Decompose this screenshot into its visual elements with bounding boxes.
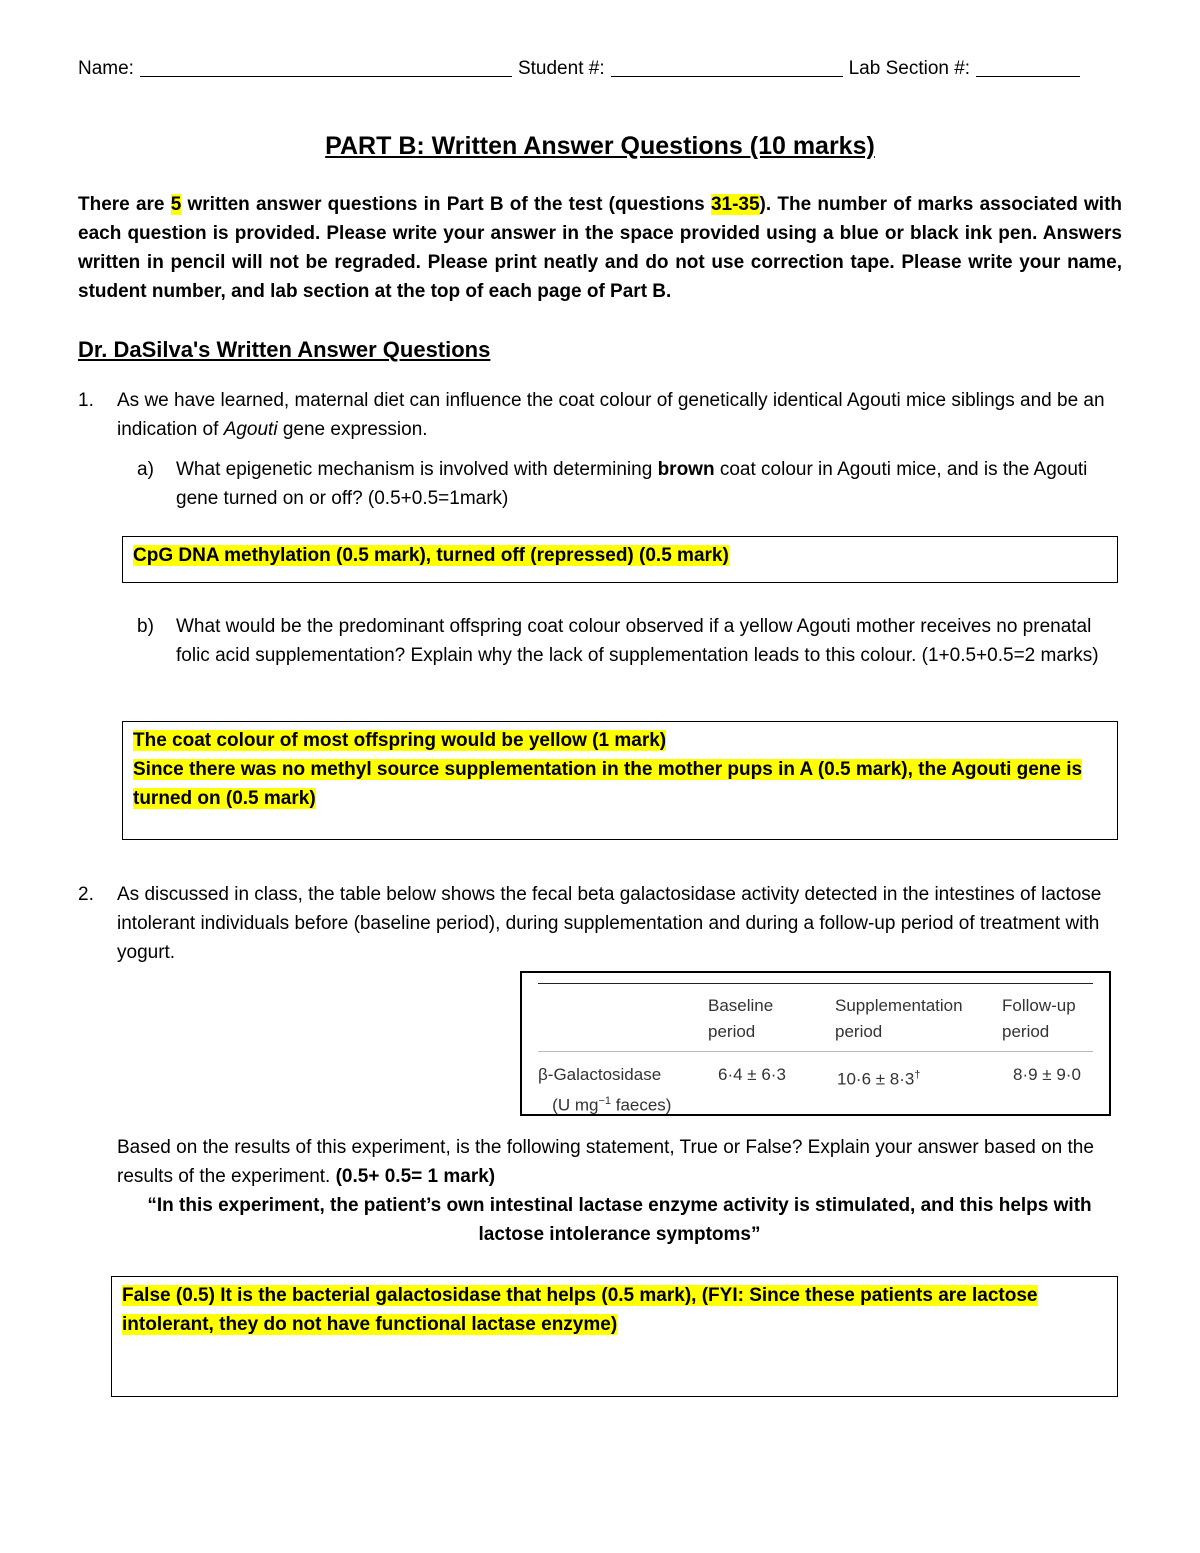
column-header: Follow-up period (1002, 996, 1076, 1041)
subquestion-letter: a) (137, 459, 154, 480)
table-cell: 8·9 ± 9·0 (1013, 1065, 1081, 1084)
header-fields (78, 58, 1118, 80)
question-text: As we have learned, maternal diet can influence the coat colour of genetically identical Agouti mice siblings and be an indication of Agouti gene expression. (117, 390, 1105, 440)
subquestion-letter: b) (137, 616, 154, 637)
subquestion-text: What would be the predominant offspring coat colour observed if a yellow Agouti mother receives no prenatal folic acid supplementation? Explain why the lack of supplementation leads to this colour. (1+0.5+0.5=2 marks) (176, 616, 1099, 666)
question-count: 5 (170, 194, 182, 215)
instructions: There are 5 written answer questions in Part B of the test (questions 31-35). The number of marks associated with each question is provided. Please write your answer in the space provided using a blue or black ink pen. Answers written in pencil will not be regraded. Please print neatly and do not use correction tape. Please write your name, student number, and lab section at the top of each page of Part B. (78, 194, 1122, 302)
question-number: 1. (78, 390, 94, 411)
question-number: 2. (78, 884, 94, 905)
question-range: 31-35 (710, 194, 760, 215)
answer-box-2: False (0.5) It is the bacterial galactosidase that helps (0.5 mark), (FYI: Since these patients are lactose intolerant, they do not have functional lactase enzyme) (111, 1276, 1118, 1397)
table-cell: 6·4 ± 6·3 (718, 1065, 786, 1084)
name-line (140, 58, 512, 77)
answer-box-1a: CpG DNA methylation (0.5 mark), turned off (repressed) (0.5 mark) (122, 536, 1118, 583)
lab-section-line (976, 58, 1080, 77)
student-label: Student #: (517, 58, 605, 79)
row-label: β-Galactosidase (U $mg^{-1}$ faeces) (538, 1065, 672, 1115)
column-header: Baseline period (708, 996, 774, 1041)
statement-quote: “In this experiment, the patient’s own intestinal lactase enzyme activity is stimulated, and this helps with lactose intolerance symptoms” (147, 1195, 1092, 1245)
student-line (611, 58, 843, 77)
statement-prompt: Based on the results of this experiment, is the following statement, True or False? Explain your answer based on the results of the experiment. (0.5+ 0.5= 1 mark) (117, 1137, 1094, 1187)
name-label: Name: (78, 58, 134, 79)
section-title: Dr. DaSilva's Written Answer Questions (78, 337, 491, 362)
subquestion-text: What epigenetic mechanism is involved with determining brown coat colour in Agouti mice, and is the Agouti gene turned on or off? (0.5+0.5=1mark) (176, 459, 1088, 509)
data-table (520, 971, 1111, 1116)
column-header: Supplementation period (835, 996, 963, 1041)
lab-section-label: Lab Section #: (848, 58, 971, 79)
page-title: PART B: Written Answer Questions (10 marks) (325, 132, 875, 160)
answer-box-1b: The coat colour of most offspring would be yellow (1 mark) Since there was no methyl source supplementation in the mother pups in A (0.5 mark), the Agouti gene is turned on (0.5 mark) (122, 721, 1118, 840)
table-cell: 10·6 ± 8·3† (837, 1069, 921, 1089)
question-text: As discussed in class, the table below shows the fecal beta galactosidase activity detected in the intestines of lactose intolerant individuals before (baseline period), during supplementation and during a follow-up period of treatment with yogurt. (117, 884, 1102, 963)
